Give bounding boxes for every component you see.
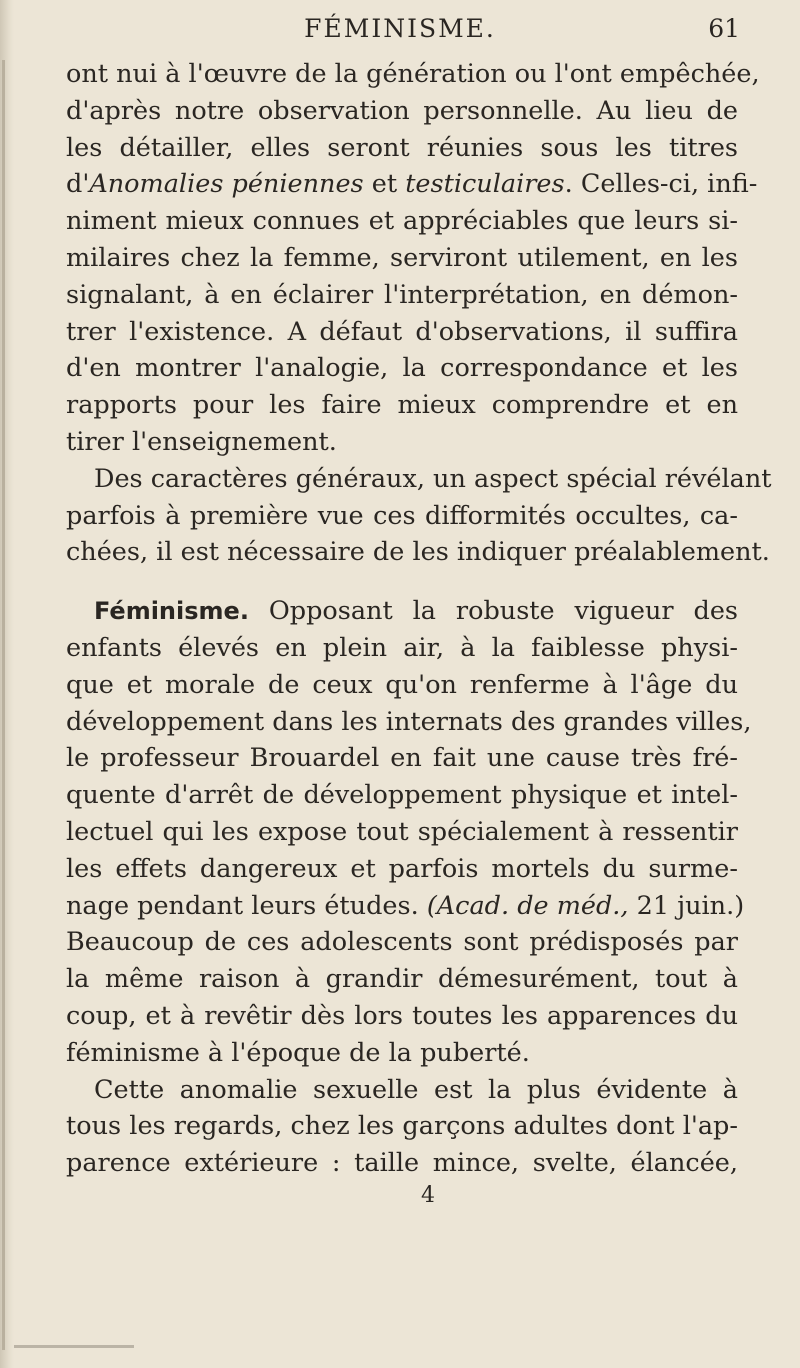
text-line: tirer l'enseignement.	[66, 426, 337, 457]
text-line: trer l'existence. A défaut d'observations, il suffira	[66, 316, 738, 347]
text-line: ont nui à l'œuvre de la génération ou l'ont empêchée,	[66, 59, 760, 89]
text-line: milaires chez la femme, serviront utilement, en les	[66, 242, 738, 273]
text-run: 21 juin.)	[628, 890, 745, 921]
text-line: signalant, à en éclairer l'interprétation, en démon-	[66, 279, 738, 310]
section-gap	[66, 571, 738, 593]
text-line: enfants élevés en plein air, à la faiblesse physi-	[66, 632, 738, 663]
body-text	[66, 56, 772, 1182]
text-line: quente d'arrêt de développement physique et intel-	[66, 780, 738, 811]
text-line: parence extérieure : taille mince, svelte, élancée,	[66, 1148, 738, 1179]
text-line: parfois à première vue ces difformités occultes, ca-	[66, 500, 738, 531]
text-line: la même raison à grandir démesurément, tout à	[66, 964, 738, 995]
text-line: coup, et à revêtir dès lors toutes les apparences du	[66, 1000, 738, 1031]
text-line: Cette anomalie sexuelle est la plus évidente à	[94, 1074, 738, 1105]
italic-citation: (Acad. de méd.,	[426, 890, 629, 921]
text-line: d'en montrer l'analogie, la correspondance et les	[66, 353, 738, 384]
text-line: féminisme à l'époque de la puberté.	[66, 1037, 530, 1068]
text-line-mixed	[66, 166, 758, 203]
text-line: développement dans les internats des grandes villes,	[66, 706, 752, 737]
text-line: d'après notre observation personnelle. Au lieu de	[66, 95, 738, 126]
text-run: nage pendant leurs études.	[66, 890, 427, 921]
page-number: 61	[708, 14, 740, 43]
text-line: lectuel qui les expose tout spécialement à ressentir	[66, 816, 738, 847]
text-run: et	[363, 169, 406, 200]
text-run: d'	[66, 169, 90, 200]
text-line-mixed	[66, 593, 738, 630]
text-line: tous les regards, chez les garçons adultes dont l'ap-	[66, 1111, 738, 1142]
running-head	[60, 10, 740, 50]
text-line: chées, il est nécessaire de les indiquer préalablement.	[66, 537, 770, 568]
text-line: Des caractères généraux, un aspect spécial révélant	[94, 463, 772, 494]
text-line: les détailler, elles seront réunies sous les titres	[66, 132, 738, 163]
text-line: Beaucoup de ces adolescents sont prédisposés par	[66, 927, 738, 958]
signature-mark: 4	[421, 1183, 435, 1208]
text-line-mixed	[66, 888, 745, 925]
text-line: rapports pour les faire mieux comprendre et en	[66, 390, 738, 421]
italic-title: testiculaires	[405, 169, 565, 200]
text-line: que et morale de ceux qu'on renferme à l'âge du	[66, 669, 738, 700]
text-run: . Celles-ci, infi-	[564, 169, 758, 200]
text-line: les effets dangereux et parfois mortels du surme-	[66, 853, 738, 884]
section-heading: Féminisme.	[94, 597, 249, 626]
ink-smudge	[14, 1345, 134, 1348]
italic-title: Anomalies péniennes	[89, 169, 364, 200]
text-run: Opposant la robuste vigueur des	[248, 596, 738, 627]
text-line: niment mieux connues et appréciables que leurs si-	[66, 206, 738, 237]
text-line: le professeur Brouardel en fait une cause très fré-	[66, 743, 738, 774]
binding-shadow	[2, 60, 5, 1350]
running-title: FÉMINISME.	[304, 14, 496, 43]
